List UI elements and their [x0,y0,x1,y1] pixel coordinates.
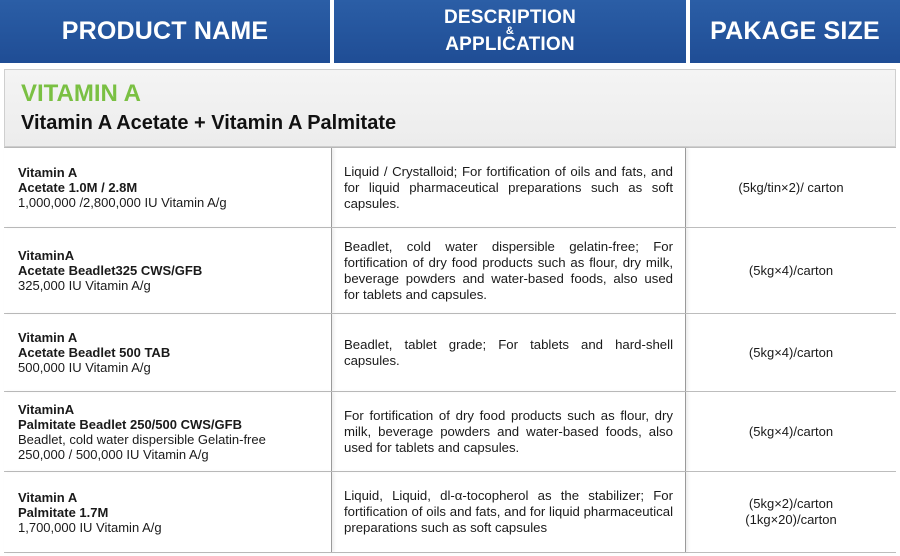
package-size-text: (5kg×2)/carton [748,496,834,511]
product-spec-line: 1,000,000 /2,800,000 IU Vitamin A/g [18,195,227,210]
description-cell [332,228,686,313]
table-row [4,313,896,391]
product-name-line: Vitamin A [18,165,78,180]
section-header-vitamin-a [4,69,896,147]
package-size-text: (5kg×4)/carton [748,344,834,360]
package-size-cell [686,148,896,227]
product-grade-line: Acetate Beadlet 500 TAB [18,345,171,360]
package-size-text: (5kg×4)/carton [748,262,834,278]
product-grade-line: Acetate 1.0M / 2.8M [18,180,138,195]
package-size-cell [686,392,896,471]
product-name-cell [4,228,332,313]
product-grade-line: Acetate Beadlet325 CWS/GFB [18,263,203,278]
description-text: Beadlet, cold water dispersible gelatin-free; For fortification of dry food products such as flour, dry milk, beverage powders and water-based foods, also used for tablets and capsules. [344,238,673,302]
header-product-name: PRODUCT NAME [0,0,330,63]
product-name-line: VitaminA [18,248,75,263]
product-name-line: VitaminA [18,401,75,417]
product-name-cell [4,392,332,471]
description-cell [332,314,686,391]
description-text: Beadlet, tablet grade; For tablets and hard-shell capsules. [344,336,673,368]
product-grade-line: Palmitate 1.7M [18,504,109,520]
product-spec-line: 250,000 / 500,000 IU Vitamin A/g [18,446,209,462]
product-name-cell [4,472,332,552]
product-spec-line: 500,000 IU Vitamin A/g [18,360,151,375]
description-text: Liquid, Liquid, dl-α-tocopherol as the stabilizer; For fortification of oils and fats, and for liquid pharmaceutical preparations such as soft capsules [344,488,673,535]
product-name-line: Vitamin A [18,489,78,505]
product-grade-line: Palmitate Beadlet 250/500 CWS/GFB [18,416,242,432]
table-row [4,471,896,553]
product-name-cell [4,314,332,391]
package-size-text: (1kg×20)/carton [745,512,837,527]
description-cell [332,472,686,552]
description-cell [332,392,686,471]
header-package-size: PAKAGE SIZE [690,0,900,63]
package-size-cell [686,228,896,313]
package-size-cell [686,472,896,552]
package-size-cell [686,314,896,391]
package-size-text: (5kg/tin×2)/ carton [738,179,844,195]
header-application-label: APPLICATION [445,34,575,55]
description-text: For fortification of dry food products such as flour, dry milk, beverage powders and water-based foods, also used for tablets and capsules. [344,407,673,455]
product-name-cell [4,148,332,227]
product-spec-line: Beadlet, cold water dispersible Gelatin-free [18,431,266,447]
description-text: Liquid / Crystalloid; For fortification of oils and fats, and for liquid pharmaceutical preparations such as soft capsules. [344,163,673,211]
table-header [0,0,900,63]
product-name-line: Vitamin A [18,330,78,345]
description-cell [332,148,686,227]
table-row [4,227,896,313]
section-title: VITAMIN A [21,80,141,107]
package-size-text: (5kg×4)/carton [748,423,834,439]
product-spec-line: 325,000 IU Vitamin A/g [18,278,151,293]
header-ampersand: & [505,25,515,37]
header-description-label: DESCRIPTION [443,7,577,28]
header-description-application [334,0,686,63]
product-spec-line: 1,700,000 IU Vitamin A/g [18,519,162,535]
table-row [4,391,896,471]
table-row [4,147,896,227]
section-subtitle: Vitamin A Acetate + Vitamin A Palmitate [21,112,397,134]
